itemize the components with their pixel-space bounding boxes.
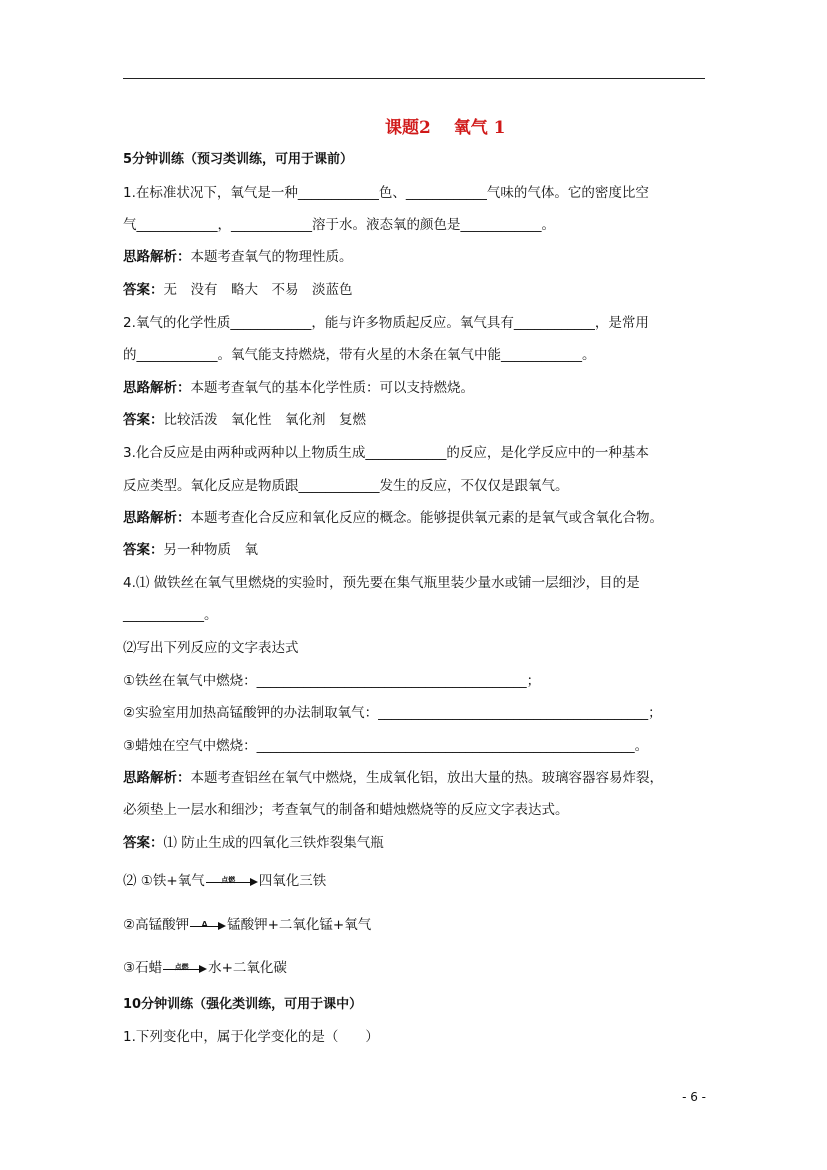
reaction-condition: 点燃 [221, 876, 236, 884]
q3-line1: 3.化合反应是由两种或两种以上物质生成____________的反应，是化学反应中的一种基本 [123, 445, 649, 461]
q3-answer [123, 540, 258, 560]
page-title: 课题2 氧气 1 [385, 118, 506, 138]
q3-analysis [123, 508, 663, 528]
q2-analysis [123, 378, 474, 398]
equation-products: 四氧化三铁 [258, 873, 327, 889]
q4-answer [123, 833, 384, 853]
equation-3 [123, 958, 287, 978]
equation-2 [123, 915, 371, 935]
answer-text: ⑴ 防止生成的四氧化三铁炸裂集气瓶 [163, 835, 384, 851]
q1-line1: 1.在标准状况下，氧气是一种____________色、____________气味的气体。它的密度比空 [123, 185, 649, 201]
analysis-label: 思路解析： [123, 380, 191, 396]
answer-label: 答案： [123, 835, 164, 851]
answer-label: 答案： [123, 282, 164, 298]
q4-analysis-1 [123, 768, 663, 788]
q4-line5: ②实验室用加热高锰酸钾的办法制取氧气：________________________________________； [123, 705, 662, 721]
answer-label: 答案： [123, 542, 164, 558]
reaction-arrow-icon [163, 960, 207, 976]
q3-line2: 反应类型。氧化反应是物质跟____________发生的反应，不仅仅是跟氧气。 [123, 478, 569, 494]
answer-text: 另一种物质 氧 [163, 542, 258, 558]
q5-line1: 1.下列变化中，属于化学变化的是（ ） [123, 1029, 379, 1045]
equation-reactants: ②高锰酸钾 [123, 917, 190, 933]
q2-line1: 2.氧气的化学性质____________，能与许多物质起反应。氧气具有____________，是常用 [123, 315, 649, 331]
analysis-text: 本题考查铝丝在氧气中燃烧，生成氧化铝，放出大量的热。玻璃容器容易炸裂， [190, 770, 663, 786]
section-heading-5min: 5分钟训练（预习类训练，可用于课前） [123, 152, 354, 167]
equation-prefix: ⑵ [123, 873, 141, 889]
section-heading-10min: 10分钟训练（强化类训练，可用于课中） [123, 997, 363, 1012]
q4-line2: ____________。 [123, 607, 218, 623]
equation-products: 锰酸钾+二氧化锰+氧气 [227, 917, 372, 933]
answer-text: 无 没有 略大 不易 淡蓝色 [163, 282, 353, 298]
reaction-condition: Δ [201, 920, 208, 928]
analysis-label: 思路解析： [123, 510, 191, 526]
header-rule [123, 78, 705, 79]
q4-line1: 4.⑴ 做铁丝在氧气里燃烧的实验时，预先要在集气瓶里装少量水或铺一层细沙，目的是 [123, 575, 640, 591]
q4-line6: ③蜡烛在空气中燃烧：________________________________________________________。 [123, 738, 649, 754]
q4-line4: ①铁丝在氧气中燃烧：________________________________________； [123, 673, 541, 689]
equation-1 [123, 871, 326, 891]
analysis-text: 本题考查氧气的物理性质。 [190, 249, 353, 265]
equation-reactants: ①铁+氧气 [140, 873, 205, 889]
reaction-arrow-icon [206, 873, 258, 889]
analysis-label: 思路解析： [123, 249, 191, 265]
q4-analysis-2: 必须垫上一层水和细沙；考查氧气的制备和蜡烛燃烧等的反应文字表达式。 [123, 802, 569, 818]
analysis-label: 思路解析： [123, 770, 191, 786]
analysis-text: 本题考查氧气的基本化学性质：可以支持燃烧。 [190, 380, 474, 396]
q1-answer [123, 280, 353, 300]
q1-analysis [123, 247, 353, 267]
q2-line2: 的____________。氧气能支持燃烧，带有火星的木条在氧气中能____________。 [123, 347, 596, 363]
equation-products: 水+二氧化碳 [208, 960, 287, 976]
analysis-text: 本题考查化合反应和氧化反应的概念。能够提供氧元素的是氧气或含氧化合物。 [190, 510, 663, 526]
reaction-arrow-icon [190, 917, 226, 933]
answer-label: 答案： [123, 412, 164, 428]
q1-line2: 气____________，____________溶于水。液态氧的颜色是____________。 [123, 217, 555, 233]
q2-answer [123, 410, 366, 430]
answer-text: 比较活泼 氧化性 氧化剂 复燃 [163, 412, 366, 428]
q4-line3: ⑵写出下列反应的文字表达式 [123, 640, 299, 656]
page-number: - 6 - [682, 1090, 706, 1104]
equation-reactants: ③石蜡 [123, 960, 163, 976]
reaction-condition: 点燃 [174, 963, 189, 971]
